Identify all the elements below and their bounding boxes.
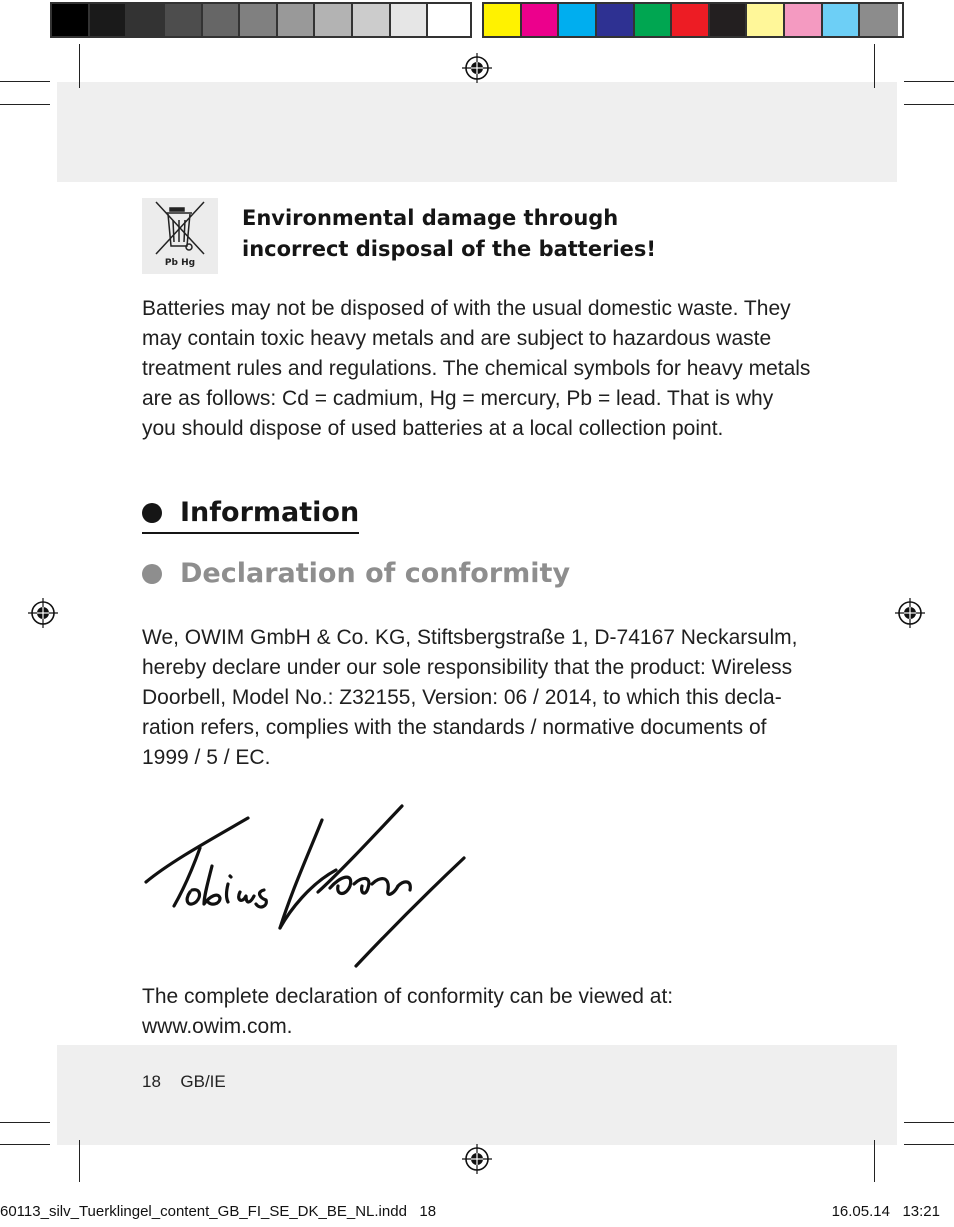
color-swatch: [315, 4, 353, 36]
crop-mark: [79, 44, 80, 88]
color-swatch: [747, 4, 785, 36]
paragraph-line: The complete declaration of conformity can be viewed at:: [142, 985, 674, 1008]
color-swatch: [823, 4, 861, 36]
heading-text: Information: [180, 497, 360, 528]
slug-datetime: 16.05.14 13:21: [831, 1203, 940, 1220]
crop-mark: [79, 1140, 80, 1182]
crop-mark: [0, 1122, 50, 1123]
color-swatch: [860, 4, 898, 36]
color-swatch: [203, 4, 241, 36]
paragraph-line: ration refers, complies with the standards / normative documents of: [142, 716, 767, 739]
paragraph-line: Batteries may not be disposed of with the usual domestic waste. They: [142, 297, 791, 320]
crop-mark: [0, 1144, 50, 1145]
crop-mark: [904, 1144, 954, 1145]
crop-mark: [0, 104, 50, 105]
heading-declaration-of-conformity: [142, 558, 570, 589]
warning-title-line: incorrect disposal of the batteries!: [242, 237, 656, 261]
paragraph-line: 1999 / 5 / EC.: [142, 746, 271, 769]
crossed-out-wheelie-bin-icon: [142, 198, 218, 262]
crop-mark: [904, 104, 954, 105]
warning-title-line: Environmental damage through: [242, 206, 619, 230]
registration-mark-icon: [462, 1144, 492, 1174]
color-swatch: [635, 4, 673, 36]
color-swatch: [240, 4, 278, 36]
color-swatch: [785, 4, 823, 36]
header-band: [57, 82, 897, 182]
paragraph-line: Doorbell, Model No.: Z32155, Version: 06 / 2014, to which this decla-: [142, 686, 782, 709]
crop-mark: [904, 1122, 954, 1123]
color-swatch: [278, 4, 316, 36]
language-code: GB/IE: [180, 1072, 226, 1091]
color-swatch: [52, 4, 90, 36]
registration-mark-icon: [28, 598, 58, 628]
color-swatch: [522, 4, 560, 36]
crop-mark: [904, 81, 954, 82]
page-number: 18: [142, 1072, 161, 1091]
registration-mark-icon: [462, 53, 492, 83]
paragraph-line: you should dispose of used batteries at a local collection point.: [142, 417, 724, 440]
bullet-icon: [142, 564, 162, 584]
declaration-paragraph: [142, 623, 822, 773]
color-swatch: [428, 4, 466, 36]
warning-icon-label: Pb Hg: [164, 258, 196, 268]
battery-disposal-paragraph: [142, 294, 822, 444]
registration-mark-icon: [895, 598, 925, 628]
color-swatch: [710, 4, 748, 36]
disposal-warning-title: [242, 203, 802, 265]
slug-filename: 60113_silv_Tuerklingel_content_GB_FI_SE_DK_BE_NL.indd 18: [0, 1203, 437, 1220]
website-link[interactable]: www.owim.com.: [142, 1015, 293, 1038]
footer-band: [57, 1045, 897, 1145]
heading-text: Declaration of conformity: [180, 558, 571, 589]
color-bar-colors: [482, 2, 904, 38]
color-swatch: [391, 4, 429, 36]
color-swatch: [165, 4, 203, 36]
color-swatch: [90, 4, 128, 36]
crop-mark: [874, 1140, 875, 1182]
complete-declaration-paragraph: [142, 982, 822, 1042]
paragraph-line: may contain toxic heavy metals and are subject to hazardous waste: [142, 327, 772, 350]
color-swatch: [127, 4, 165, 36]
color-swatch: [484, 4, 522, 36]
page-footer: [142, 1072, 226, 1092]
heading-information: [142, 497, 359, 534]
disposal-warning-icon-box: [142, 198, 218, 274]
paragraph-line: hereby declare under our sole responsibility that the product: Wireless: [142, 656, 793, 679]
color-swatch: [672, 4, 710, 36]
crop-mark: [874, 44, 875, 88]
color-swatch: [597, 4, 635, 36]
paragraph-line: We, OWIM GmbH & Co. KG, Stiftsbergstraße 1, D-74167 Neckarsulm,: [142, 626, 798, 649]
signature-image: [140, 800, 480, 970]
crop-mark: [0, 81, 50, 82]
color-swatch: [353, 4, 391, 36]
color-bar-grayscale: [50, 2, 472, 38]
paragraph-line: treatment rules and regulations. The chemical symbols for heavy metals: [142, 357, 811, 380]
paragraph-line: are as follows: Cd = cadmium, Hg = mercury, Pb = lead. That is why: [142, 387, 774, 410]
color-swatch: [559, 4, 597, 36]
bullet-icon: [142, 503, 162, 523]
